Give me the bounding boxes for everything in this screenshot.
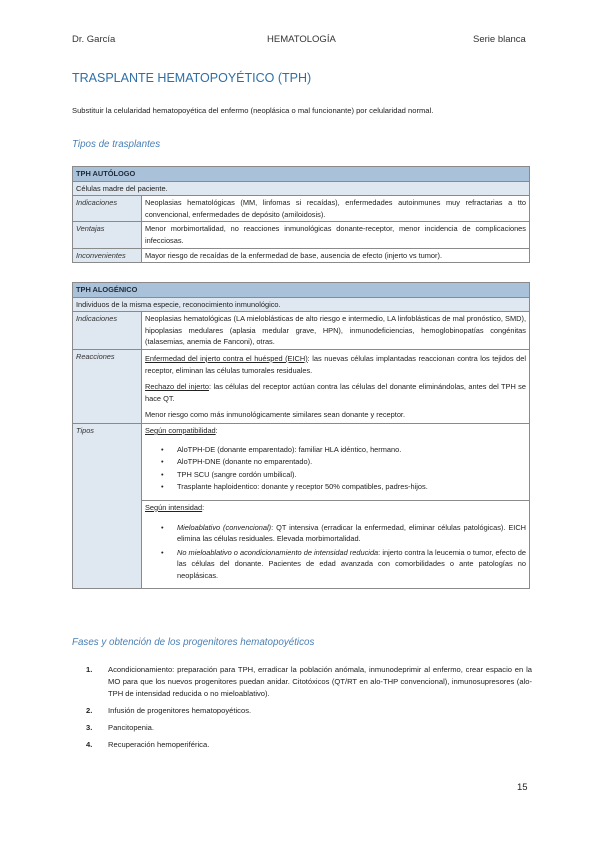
row-label: Inconvenientes — [73, 248, 142, 263]
list-item: 3. Pancitopenia. — [86, 723, 155, 732]
autologo-header: TPH AUTÓLOGO — [73, 167, 530, 182]
table-row — [73, 500, 530, 589]
table-row — [73, 222, 530, 248]
row-label: Ventajas — [73, 222, 142, 248]
reaccion-eich-title: Enfermedad del injerto contra el huésped (EICH) — [145, 353, 308, 363]
compat-cell — [142, 423, 530, 500]
list-item: • AloTPH-DE (donante emparentado): familiar HLA idéntico, hermano. — [161, 444, 402, 454]
reaccion-riesgo: Menor riesgo como más inmunológicamente similares sean donante y receptor. — [145, 410, 406, 420]
page-title: TRASPLANTE HEMATOPOYÉTICO (TPH) — [72, 71, 312, 85]
compat-title: Según compatibilidad: — [145, 425, 218, 435]
row-label: Indicaciones — [73, 196, 142, 222]
alogenico-header: TPH ALOGÉNICO — [73, 283, 530, 298]
intensidad-cell — [142, 500, 530, 589]
list-item: 4. Recuperación hemoperiférica. — [86, 740, 210, 749]
reacciones-cell — [142, 349, 530, 423]
table-row — [73, 312, 530, 350]
bullet-icon: • — [161, 469, 164, 479]
compat-list — [145, 444, 526, 493]
bullet-icon: • — [161, 522, 164, 532]
list-item: • Mieloablativo (convencional): QT intensiva (erradicar la enfermedad, eliminar células patológicas). EICH elimina las células residuales. Elevada morbimortalidad. — [161, 522, 526, 544]
row-text: Neoplasias hematológicas (MM, linfomas si recaídas), enfermedades autoinmunes muy refractarias a tto convencional, enfermedades de depósito (amiloidosis). — [142, 196, 530, 222]
bullet-icon: • — [161, 482, 164, 492]
table-row — [73, 349, 530, 423]
list-item: • AloTPH-DNE (donante no emparentado). — [161, 457, 313, 467]
list-item: • No mieloablativo o acondicionamiento de intensidad reducida: injerto contra la leucemia o tumor, efecto de las células del donante. Pacientes de edad avanzada con comorbilidades o ante patologías no neoplásicas. — [161, 547, 526, 580]
header-author: Dr. García — [72, 34, 116, 45]
table-row — [73, 248, 530, 263]
reaccion-rechazo — [145, 381, 526, 404]
header-subject: HEMATOLOGÍA — [267, 34, 336, 45]
alogenico-table — [72, 282, 530, 589]
intensidad-title: Según intensidad: — [145, 502, 205, 512]
bullet-icon: • — [161, 547, 164, 557]
section-heading-tipos: Tipos de trasplantes — [72, 139, 161, 150]
reaccion-rechazo-title: Rechazo del injerto — [145, 382, 209, 392]
phases-list — [86, 664, 532, 756]
row-text: Mayor riesgo de recaídas de la enfermedad de base, ausencia de efecto (injerto vs tumor). — [142, 248, 530, 263]
page-number: 15 — [517, 782, 528, 793]
row-text: Menor morbimortalidad, no reacciones inmunológicas donante-receptor, menor incidencia de complicaciones infecciosas. — [142, 222, 530, 248]
list-item: 1. Acondicionamiento: preparación para TPH, erradicar la población anómala, inmunodeprimir al enfermo, crear espacio en la MO para que los nuevos progenitores puedan anidar. Citotóxicos (QT/RT en alo-THP convencional), inmunosupresores (alo-TPH de intensidad reducida o no mieloablativo). — [86, 665, 532, 698]
autologo-subheader: Células madre del paciente. — [73, 181, 530, 196]
alogenico-subheader: Individuos de la misma especie, reconocimiento inmunológico. — [73, 297, 530, 312]
row-label: Tipos — [73, 423, 142, 589]
reaccion-eich-text: : las nuevas células implantadas reaccionan contra los tejidos del receptor, eliminan las células tumorales residuales. — [145, 353, 526, 375]
list-item: • Trasplante haploidentico: donante y receptor 50% compatibles, padres-hijos. — [161, 482, 428, 492]
section-heading-fases: Fases y obtención de los progenitores hematopoyéticos — [72, 637, 315, 648]
indicaciones-text: Neoplasias hematológicas (LA mieloblásticas de alto riesgo e intermedio, LA linfoblásticas de mal pronóstico, SMD), hipoplasias medulares (aplasia medular grave, HPN), inmunodeficiencias, hemoglobinopatías congénitas (talasemias, anemia de Fanconi), otras. — [142, 312, 530, 350]
intro-text: Substituir la celularidad hematopoyética del enfermo (neoplásica o mal funcionante) por celularidad normal. — [72, 106, 434, 115]
reaccion-rechazo-text: : las células del receptor actúan contra las células del donante eliminándolas, antes del TPH se hace QT. — [145, 382, 526, 403]
row-label: Indicaciones — [73, 312, 142, 350]
list-item: 2. Infusión de progenitores hematopoyéticos. — [86, 706, 252, 715]
bullet-icon: • — [161, 457, 164, 467]
reaccion-eich — [145, 353, 526, 376]
intensidad-list — [145, 522, 526, 582]
table-row — [73, 196, 530, 222]
list-item: • TPH SCU (sangre cordón umbilical). — [161, 469, 297, 479]
autologo-table — [72, 166, 530, 263]
header-series: Serie blanca — [473, 34, 526, 45]
row-label: Reacciones — [73, 349, 142, 423]
bullet-icon: • — [161, 444, 164, 454]
table-row — [73, 423, 530, 500]
